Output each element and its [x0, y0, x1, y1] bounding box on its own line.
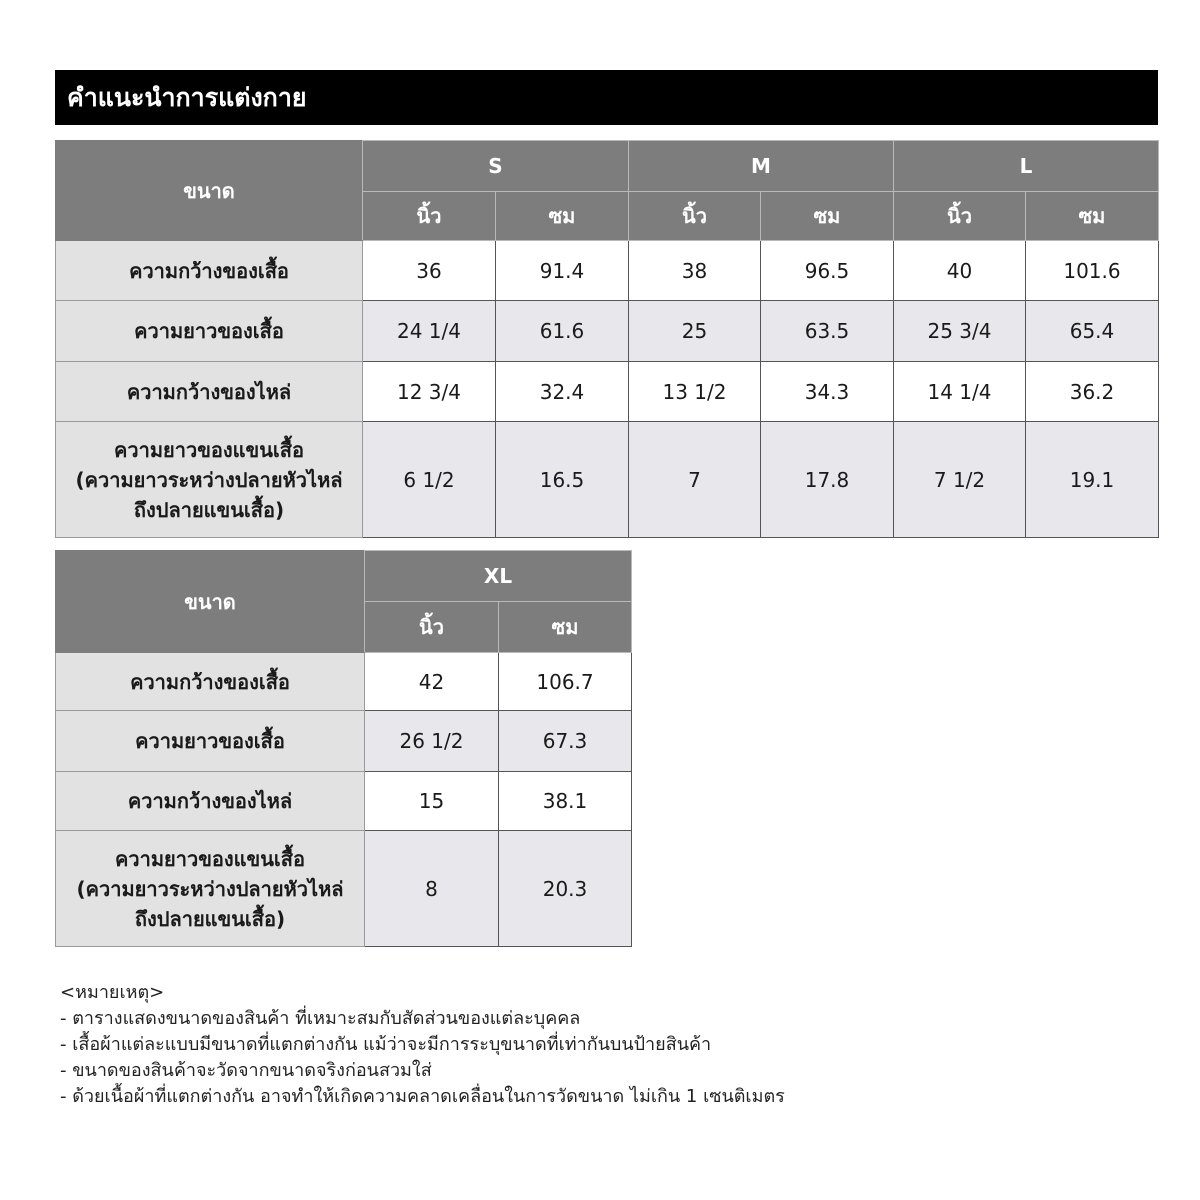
size-m-header: M — [629, 141, 894, 192]
row-label-line: (ความยาวระหว่างปลายหัวไหล่ — [76, 876, 344, 901]
notes-section — [60, 980, 1140, 1110]
size-s-header: S — [363, 141, 629, 192]
unit-inch-header: นิ้ว — [894, 192, 1026, 241]
cell-value: 36 — [363, 241, 496, 301]
cell-value: 26 1/2 — [365, 711, 499, 772]
cell-value: 65.4 — [1026, 301, 1159, 362]
table-row — [56, 301, 1159, 362]
page-title: คำแนะนำการแต่งกาย — [55, 70, 1158, 125]
cell-value: 38.1 — [499, 772, 632, 831]
row-label-shoulder-width: ความกว้างของไหล่ — [56, 772, 365, 831]
row-label-line: ความยาวของแขนเสื้อ — [114, 437, 304, 462]
unit-inch-header: นิ้ว — [363, 192, 496, 241]
unit-cm-header: ซม — [496, 192, 629, 241]
table-row — [56, 772, 632, 831]
cell-value: 7 1/2 — [894, 422, 1026, 538]
note-item: - ตารางแสดงขนาดของสินค้า ที่เหมาะสมกับสัดส่วนของแต่ละบุคคล — [60, 1008, 581, 1029]
table-row — [56, 362, 1159, 422]
cell-value: 36.2 — [1026, 362, 1159, 422]
row-label-chest-width: ความกว้างของเสื้อ — [56, 241, 363, 301]
cell-value: 17.8 — [761, 422, 894, 538]
notes-heading: <หมายเหตุ> — [60, 982, 165, 1003]
cell-value: 32.4 — [496, 362, 629, 422]
size-table-s-m-l — [55, 140, 1159, 538]
row-label-line: ถึงปลายแขนเสื้อ) — [133, 497, 285, 522]
size-l-header: L — [894, 141, 1159, 192]
cell-value: 12 3/4 — [363, 362, 496, 422]
cell-value: 8 — [365, 831, 499, 947]
unit-cm-header: ซม — [499, 602, 632, 653]
cell-value: 101.6 — [1026, 241, 1159, 301]
note-item: - ขนาดของสินค้าจะวัดจากขนาดจริงก่อนสวมใส่ — [60, 1060, 432, 1081]
row-label-chest-width: ความกว้างของเสื้อ — [56, 653, 365, 711]
row-label-body-length: ความยาวของเสื้อ — [56, 301, 363, 362]
row-label-sleeve-length — [56, 831, 365, 947]
cell-value: 91.4 — [496, 241, 629, 301]
cell-value: 20.3 — [499, 831, 632, 947]
table-row — [56, 711, 632, 772]
table-row — [56, 831, 632, 947]
cell-value: 7 — [629, 422, 761, 538]
unit-cm-header: ซม — [1026, 192, 1159, 241]
cell-value: 63.5 — [761, 301, 894, 362]
cell-value: 24 1/4 — [363, 301, 496, 362]
cell-value: 34.3 — [761, 362, 894, 422]
cell-value: 14 1/4 — [894, 362, 1026, 422]
cell-value: 15 — [365, 772, 499, 831]
cell-value: 106.7 — [499, 653, 632, 711]
cell-value: 25 3/4 — [894, 301, 1026, 362]
cell-value: 42 — [365, 653, 499, 711]
table-row — [56, 422, 1159, 538]
row-label-line: (ความยาวระหว่างปลายหัวไหล่ — [75, 467, 343, 492]
cell-value: 38 — [629, 241, 761, 301]
cell-value: 19.1 — [1026, 422, 1159, 538]
unit-inch-header: นิ้ว — [365, 602, 499, 653]
row-label-shoulder-width: ความกว้างของไหล่ — [56, 362, 363, 422]
size-header-label: ขนาด — [56, 551, 365, 653]
size-table-xl — [55, 550, 632, 947]
unit-cm-header: ซม — [761, 192, 894, 241]
cell-value: 67.3 — [499, 711, 632, 772]
row-label-body-length: ความยาวของเสื้อ — [56, 711, 365, 772]
cell-value: 25 — [629, 301, 761, 362]
table-row — [56, 241, 1159, 301]
cell-value: 96.5 — [761, 241, 894, 301]
cell-value: 61.6 — [496, 301, 629, 362]
size-header-label: ขนาด — [56, 141, 363, 241]
row-label-sleeve-length — [56, 422, 363, 538]
unit-inch-header: นิ้ว — [629, 192, 761, 241]
size-xl-header: XL — [365, 551, 632, 602]
cell-value: 6 1/2 — [363, 422, 496, 538]
cell-value: 16.5 — [496, 422, 629, 538]
table-row — [56, 653, 632, 711]
cell-value: 13 1/2 — [629, 362, 761, 422]
row-label-line: ความยาวของแขนเสื้อ — [115, 846, 305, 871]
row-label-line: ถึงปลายแขนเสื้อ) — [134, 906, 286, 931]
cell-value: 40 — [894, 241, 1026, 301]
note-item: - เสื้อผ้าแต่ละแบบมีขนาดที่แตกต่างกัน แม้ว่าจะมีการระบุขนาดที่เท่ากันบนป้ายสินค้า — [60, 1034, 712, 1055]
note-item: - ด้วยเนื้อผ้าที่แตกต่างกัน อาจทำให้เกิดความคลาดเคลื่อนในการวัดขนาด ไม่เกิน 1 เซนติเมตร — [60, 1086, 785, 1107]
